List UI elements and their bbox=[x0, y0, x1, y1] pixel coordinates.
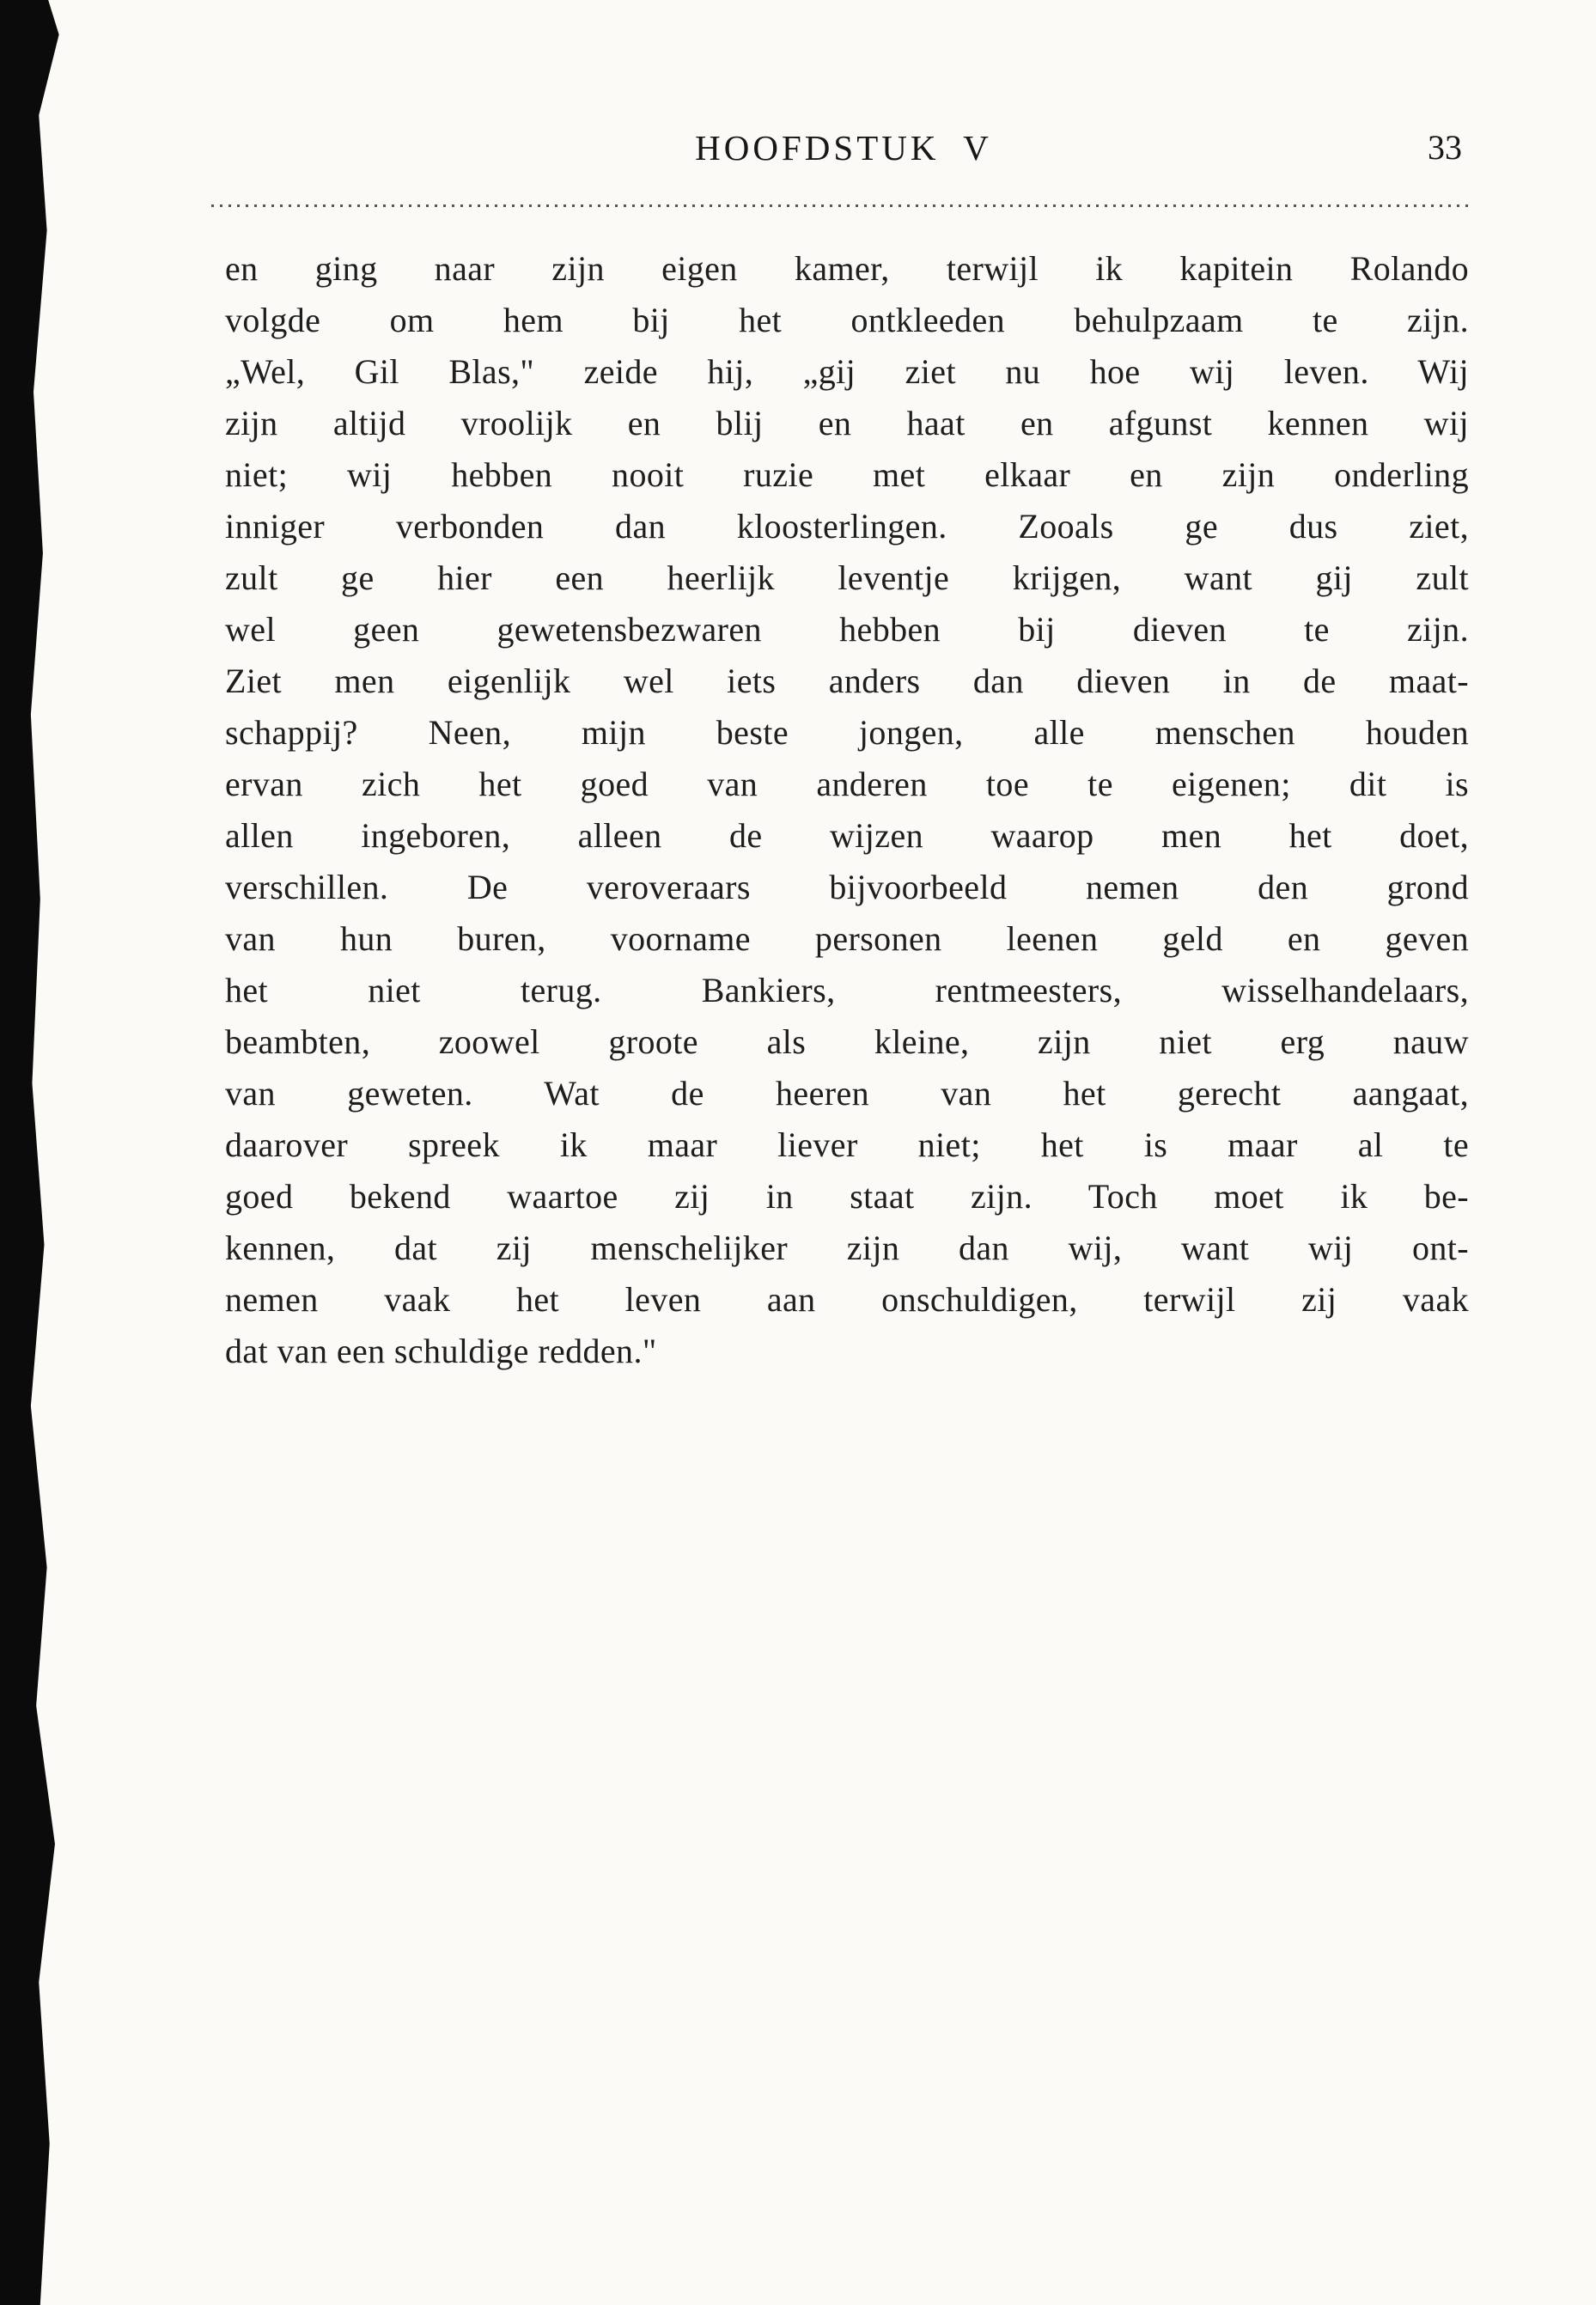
text-line: kennen, dat zij menschelijker zijn dan wij, want wij ont- bbox=[225, 1229, 1469, 1267]
text-line: daarover spreek ik maar liever niet; het is maar al te bbox=[225, 1125, 1469, 1164]
text-line: Ziet men eigenlijk wel iets anders dan dieven in de maat- bbox=[225, 662, 1469, 700]
text-line: allen ingeboren, alleen de wijzen waarop men het doet, bbox=[225, 816, 1469, 855]
page-number: 33 bbox=[1428, 128, 1462, 167]
text-line: „Wel, Gil Blas," zeide hij, „gij ziet nu hoe wij leven. Wij bbox=[225, 352, 1469, 391]
text-line: van geweten. Wat de heeren van het gerecht aangaat, bbox=[225, 1074, 1469, 1113]
text-line: volgde om hem bij het ontkleeden behulpzaam te zijn. bbox=[225, 301, 1469, 339]
text-line: wel geen gewetensbezwaren hebben bij dieven te zijn. bbox=[225, 610, 1469, 649]
chapter-title: HOOFDSTUK V bbox=[695, 128, 992, 168]
text-line: schappij? Neen, mijn beste jongen, alle menschen houden bbox=[225, 713, 1469, 752]
page-header bbox=[222, 127, 1465, 172]
text-line: nemen vaak het leven aan onschuldigen, terwijl zij vaak bbox=[225, 1280, 1469, 1319]
body-text bbox=[225, 243, 1469, 1377]
text-line: beambten, zoowel groote als kleine, zijn niet erg nauw bbox=[225, 1022, 1469, 1061]
text-line: niet; wij hebben nooit ruzie met elkaar en zijn onderling bbox=[225, 455, 1469, 494]
text-line: zult ge hier een heerlijk leventje krijgen, want gij zult bbox=[225, 558, 1469, 597]
text-line: verschillen. De veroveraars bijvoorbeeld nemen den grond bbox=[225, 868, 1469, 906]
text-line: zijn altijd vroolijk en blij en haat en afgunst kennen wij bbox=[225, 404, 1469, 442]
text-line: en ging naar zijn eigen kamer, terwijl ik kapitein Rolando bbox=[225, 249, 1469, 288]
text-line: ervan zich het goed van anderen toe te eigenen; dit is bbox=[225, 765, 1469, 803]
text-line: goed bekend waartoe zij in staat zijn. Toch moet ik be- bbox=[225, 1177, 1469, 1216]
book-binding-shadow bbox=[0, 0, 67, 2305]
text-line: dat van een schuldige redden." bbox=[225, 1332, 657, 1370]
text-line: van hun buren, voorname personen leenen geld en geven bbox=[225, 919, 1469, 958]
text-line: inniger verbonden dan kloosterlingen. Zooals ge dus ziet, bbox=[225, 507, 1469, 546]
dotted-divider bbox=[211, 204, 1472, 207]
text-line: het niet terug. Bankiers, rentmeesters, wisselhandelaars, bbox=[225, 971, 1469, 1009]
